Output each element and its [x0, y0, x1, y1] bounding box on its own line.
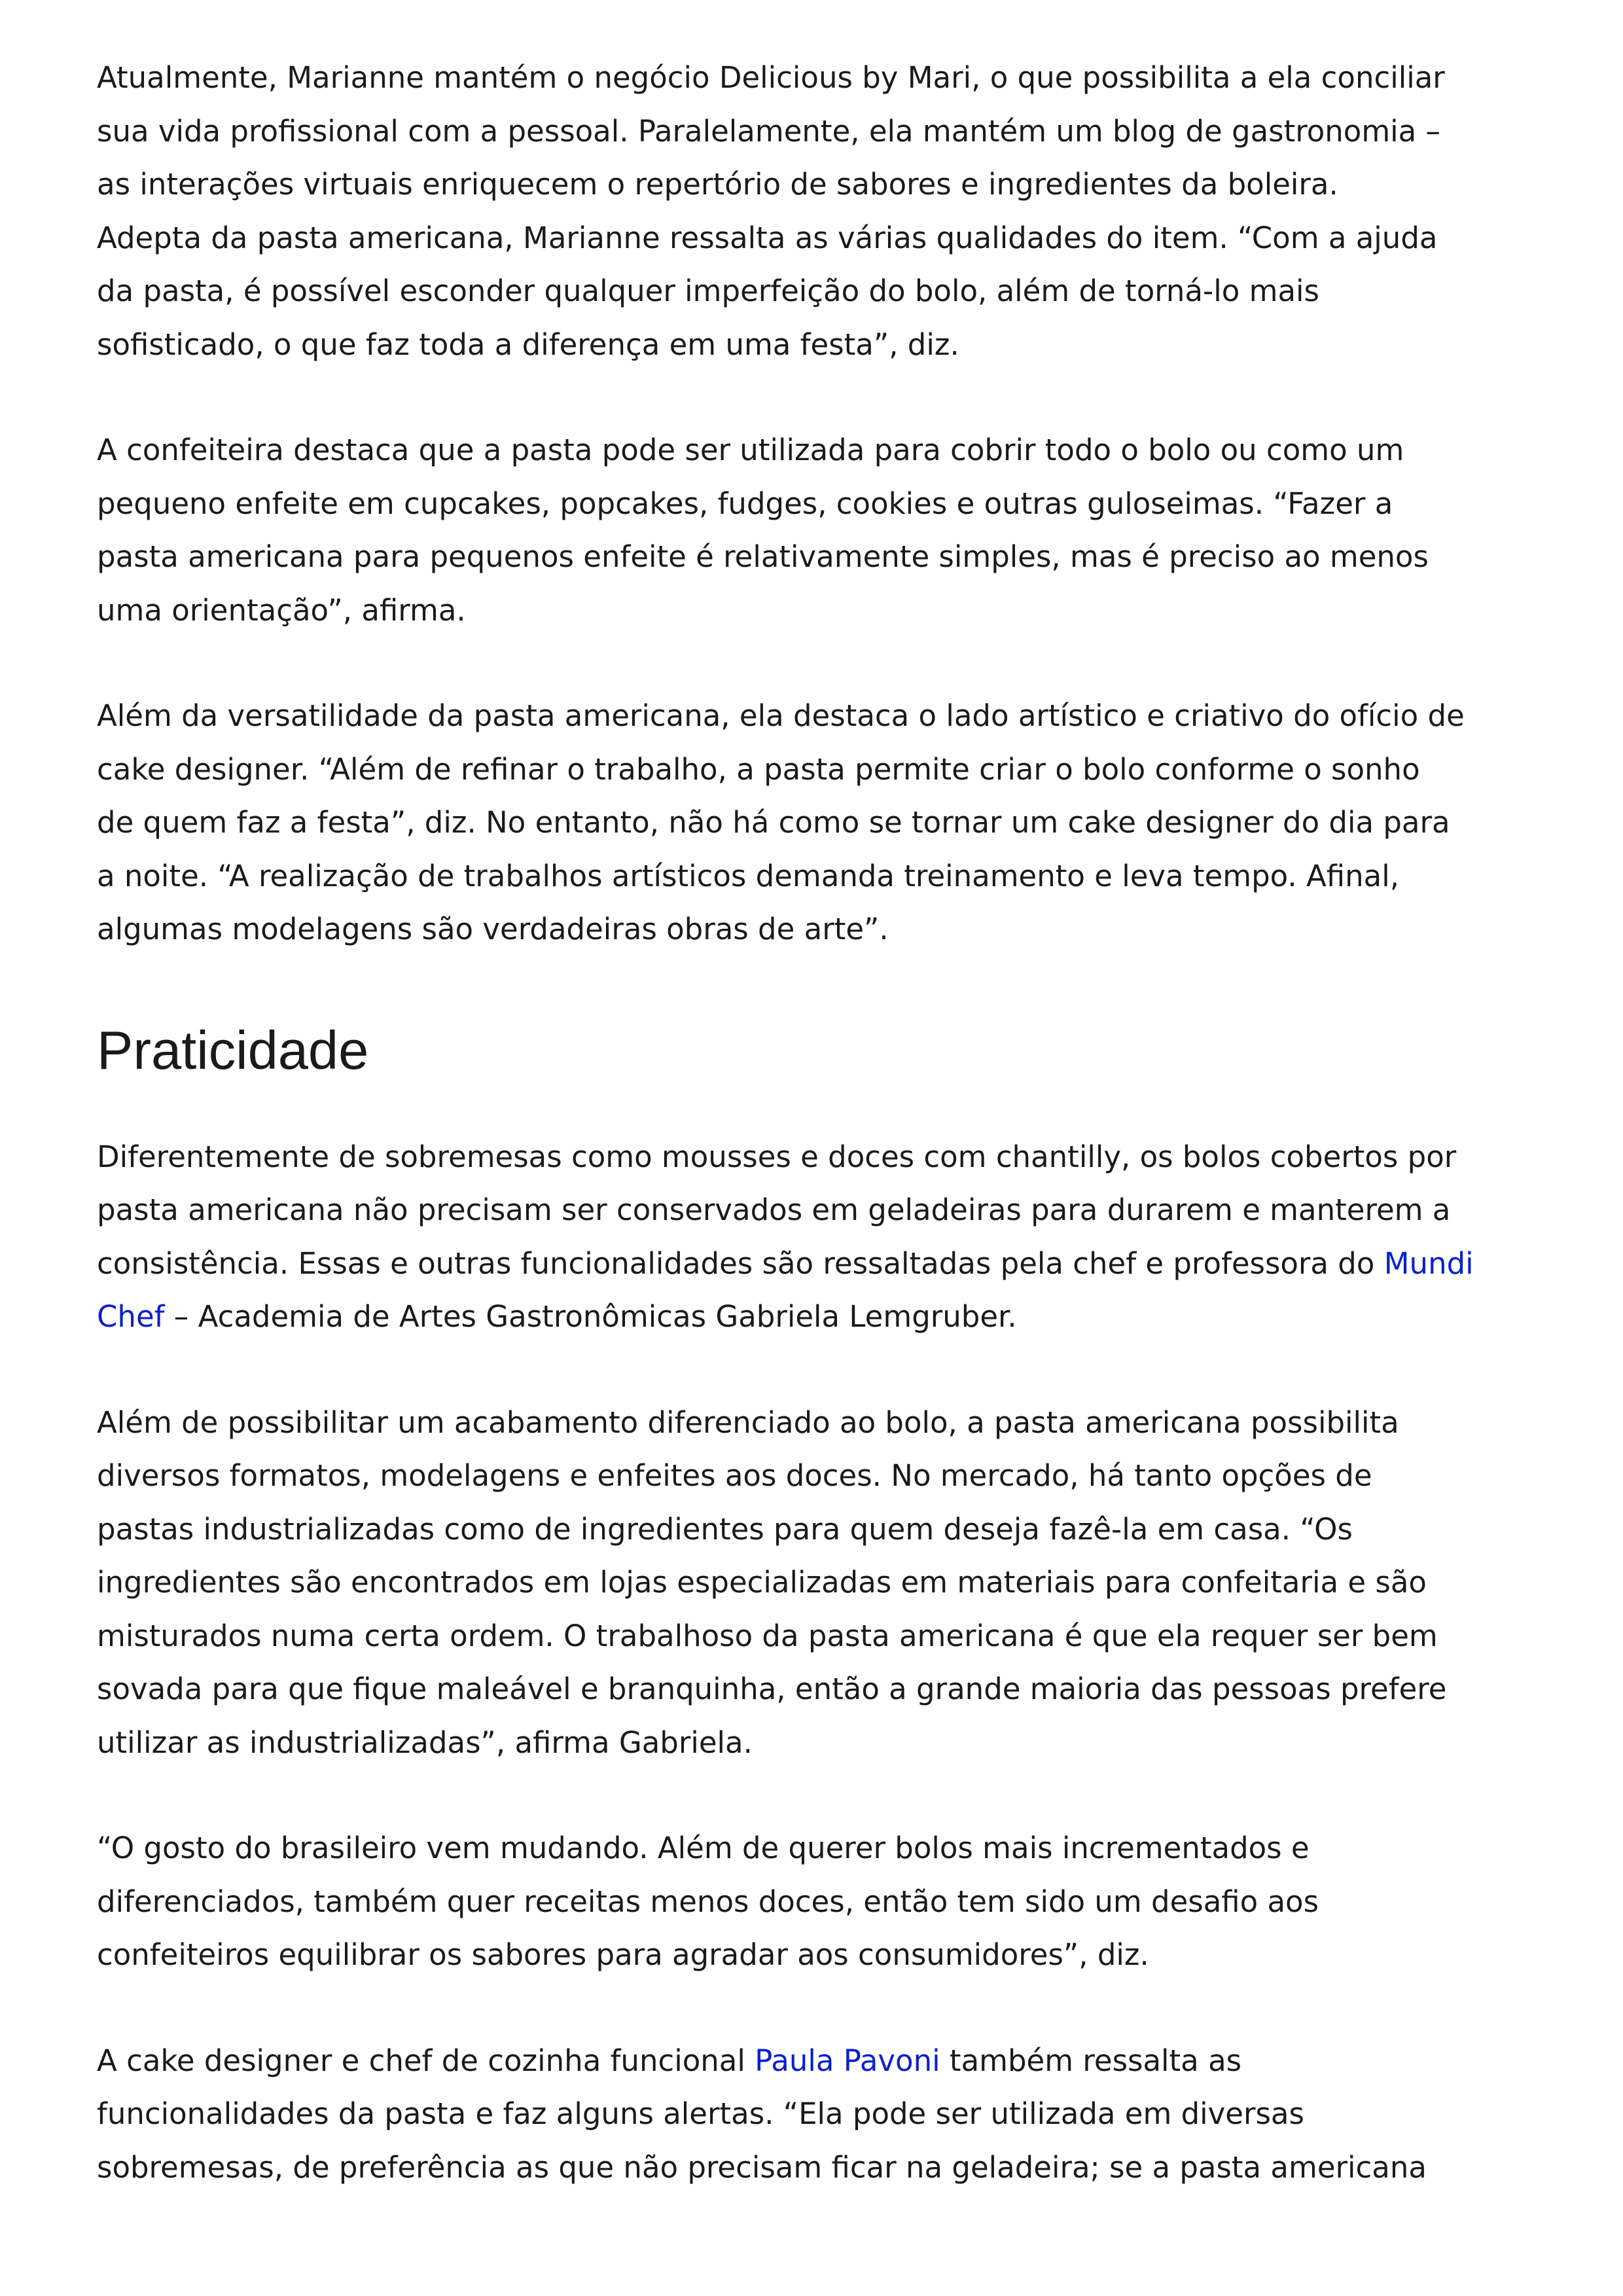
paragraph-text: Diferentemente de sobremesas como mousses e doces com chantilly, os bolos cobertos por pasta americana não precisam ser conservados em geladeiras para durarem e manterem a consistência. Essas e outras funcionalidades são ressaltadas pela chef e professora do [97, 1139, 1457, 1281]
paragraph-paula-pavoni [97, 2034, 1569, 2195]
paragraph-artistic-side: Além da versatilidade da pasta americana, ela destaca o lado artístico e criativo do ofício de cake designer. “Além de refinar o trabalho, a pasta permite criar o bolo conforme o sonho de quem faz a festa”, diz. No entanto, não há como se tornar um cake designer do dia para a noite. “A realização de trabalhos artísticos demanda treinamento e leva tempo. Afinal, algumas modelagens são verdadeiras obras de arte”. [97, 698, 1465, 946]
paula-pavoni-link[interactable]: Paula Pavoni [755, 2043, 940, 2078]
paragraph-text: A cake designer e chef de cozinha funcional [97, 2043, 755, 2078]
paragraph-functionalities [97, 1130, 1569, 1344]
paragraph-pasta-uses: A confeiteira destaca que a pasta pode ser utilizada para cobrir todo o bolo ou como um pequeno enfeite em cupcakes, popcakes, fudges, cookies e outras guloseimas. “Fazer a pasta americana para pequenos enfeite é relativamente simples, mas é preciso ao menos uma orientação”, afirma. [97, 433, 1429, 628]
paragraph-marianne-business: Atualmente, Marianne mantém o negócio Delicious by Mari, o que possibilita a ela conciliar sua vida profissional com a pessoal. Paralelamente, ela mantém um blog de gastronomia – as interações virtuais enriquecem o repertório de sabores e ingredientes da boleira. Adepta da pasta americana, Marianne ressalta as várias qualidades do item. “Com a ajuda da pasta, é possível esconder qualquer imperfeição do bolo, além de torná-lo mais sofisticado, o que faz toda a diferença em uma festa”, diz. [97, 60, 1445, 362]
section-heading-praticidade: Praticidade [97, 1019, 369, 1081]
link-text: Chef [97, 1299, 165, 1334]
article-body [97, 51, 1569, 2246]
paragraph-text: – Academia de Artes Gastronômicas Gabriela Lemgruber. [164, 1299, 1017, 1334]
paragraph-brazilian-taste: “O gosto do brasileiro vem mudando. Além de querer bolos mais incrementados e diferenciados, também quer receitas menos doces, então tem sido um desafio aos confeiteiros equilibrar os sabores para agradar aos consumidores”, diz. [97, 1831, 1319, 1972]
link-text: Mundi [1383, 1246, 1474, 1281]
paragraph-finishing-options: Além de possibilitar um acabamento diferenciado ao bolo, a pasta americana possibilita diversos formatos, modelagens e enfeites aos doces. No mercado, há tanto opções de pastas industrializadas como de ingredientes para quem deseja fazê-la em casa. “Os ingredientes são encontrados em lojas especializadas em materiais para confeitaria e são misturados numa certa ordem. O trabalhoso da pasta americana é que ela requer ser bem sovada para que fique maleável e branquinha, então a grande maioria das pessoas prefere utilizar as industrializadas”, afirma Gabriela. [97, 1405, 1447, 1760]
paragraph-text: também ressalta as funcionalidades da pasta e faz alguns alertas. “Ela pode ser utilizada em diversas sobremesas, de preferência as que não precisam ficar na geladeira; se a pasta americana [97, 2043, 1427, 2185]
